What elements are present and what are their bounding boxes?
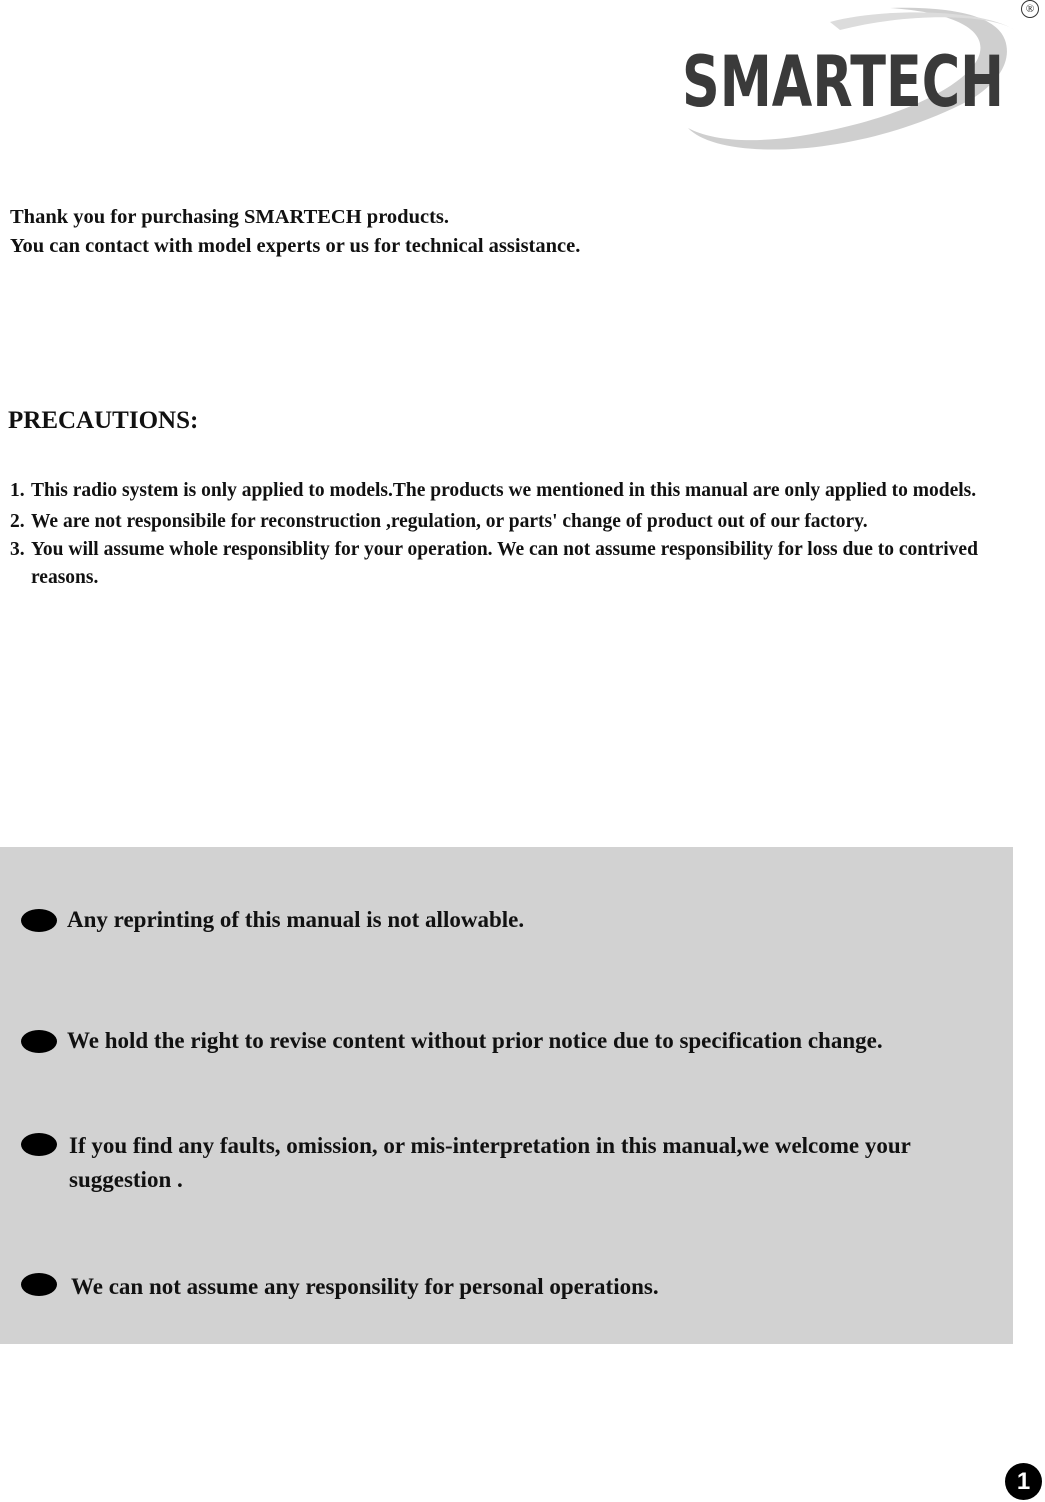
bullet-icon: [21, 909, 57, 932]
notice-item: We hold the right to revise content without prior notice due to specification change.: [67, 1028, 883, 1053]
precaution-number: 1.: [10, 480, 25, 501]
precaution-number: 3.: [10, 539, 25, 560]
precautions-list: [10, 477, 985, 591]
precaution-item: [10, 536, 985, 591]
smartech-logo: [680, 0, 1040, 160]
precautions-title: PRECAUTIONS:: [8, 407, 199, 434]
bullet-icon: [21, 1133, 57, 1156]
registered-mark: ®: [1021, 0, 1039, 18]
precaution-item: [10, 477, 985, 505]
notice-item: We can not assume any responsility for personal operations.: [71, 1274, 659, 1299]
page-number: 1: [1005, 1463, 1042, 1500]
notice-item: If you find any faults, omission, or mis-interpretation in this manual,we welcome your suggestion .: [69, 1133, 911, 1192]
precaution-number: 2.: [10, 510, 25, 532]
precaution-item: [10, 508, 985, 536]
intro-line: Thank you for purchasing SMARTECH products.: [10, 206, 450, 228]
notice-box: [0, 847, 1013, 1344]
precaution-text: We are not responsibile for reconstruction ,regulation, or parts' change of product out of our factory.: [31, 510, 868, 532]
precaution-text: This radio system is only applied to models.The products we mentioned in this manual are only applied to models.: [31, 480, 977, 501]
notice-item: Any reprinting of this manual is not allowable.: [67, 907, 525, 932]
bullet-icon: [21, 1273, 57, 1296]
svg-text:SMARTECH: SMARTECH: [682, 41, 1004, 123]
intro-line: You can contact with model experts or us for technical assistance.: [10, 235, 581, 257]
precaution-text: You will assume whole responsiblity for your operation. We can not assume responsibility for loss due to contrived reasons.: [31, 539, 978, 588]
bullet-icon: [21, 1030, 57, 1053]
intro-text: [10, 203, 580, 261]
